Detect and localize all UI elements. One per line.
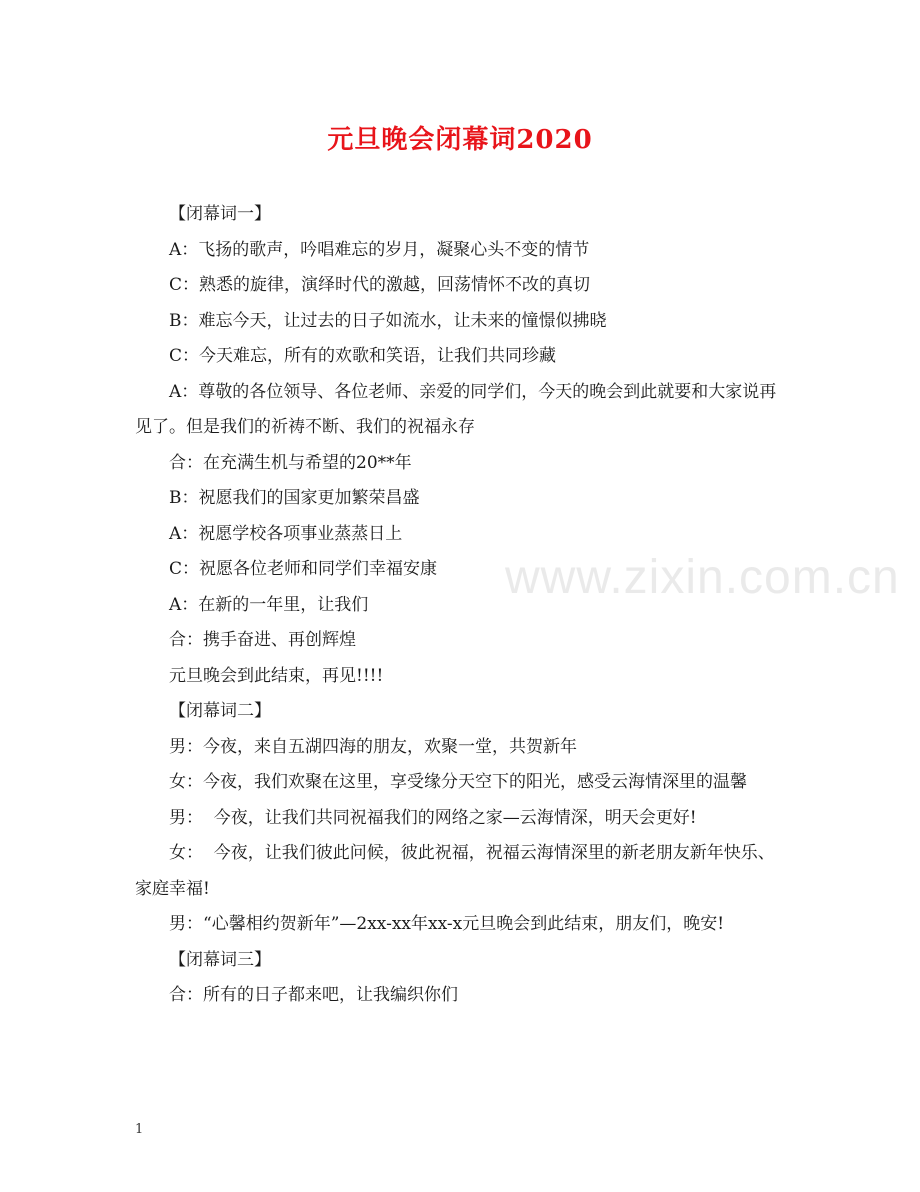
dialogue-line: 合：在充满生机与希望的20**年 — [169, 452, 412, 473]
dialogue-line: C：今天难忘，所有的欢歌和笑语，让我们共同珍藏 — [169, 346, 557, 366]
dialogue-line: B：难忘今天，让过去的日子如流水，让未来的憧憬似拂晓 — [169, 310, 607, 331]
dialogue-line: B：祝愿我们的国家更加繁荣昌盛 — [169, 488, 420, 508]
dialogue-line: A：在新的一年里，让我们 — [169, 594, 369, 615]
dialogue-line: 元旦晚会到此结束，再见!!!! — [169, 665, 384, 686]
page-number: 1 — [135, 1122, 144, 1137]
dialogue-line: 女：今夜，我们欢聚在这里，享受缘分天空下的阳光，感受云海情深里的温馨 — [169, 772, 747, 792]
dialogue-line: A：飞扬的歌声，吟唱难忘的岁月，凝聚心头不变的情节 — [169, 239, 590, 260]
page-title: 元旦晚会闭幕词2020 — [327, 125, 593, 155]
dialogue-line: A：尊敬的各位领导、各位老师、亲爱的同学们，今天的晚会到此就要和大家说再见了。但是我们的祈祷不断、我们的祝福永存 — [135, 381, 777, 437]
dialogue-line: C：祝愿各位老师和同学们幸福安康 — [169, 559, 438, 579]
dialogue-line: 男：“心馨相约贺新年”—2xx-xx年xx-x元旦晚会到此结束，朋友们，晚安! — [169, 914, 725, 934]
dialogue-line: C：熟悉的旋律，演绎时代的激越，回荡情怀不改的真切 — [169, 275, 591, 295]
dialogue-line: 女： 今夜，让我们彼此问候，彼此祝福，祝福云海情深里的新老朋友新年快乐、家庭幸福! — [135, 843, 775, 899]
dialogue-line: A：祝愿学校各项事业蒸蒸日上 — [169, 523, 403, 544]
dialogue-line: 男：今夜，来自五湖四海的朋友，欢聚一堂，共贺新年 — [169, 736, 577, 757]
section-heading-2: 【闭幕词二】 — [169, 701, 271, 721]
dialogue-line: 合：所有的日子都来吧，让我编织你们 — [169, 985, 458, 1005]
dialogue-line: 合：携手奋进、再创辉煌 — [169, 630, 356, 650]
section-heading-1: 【闭幕词一】 — [169, 204, 271, 224]
dialogue-line: 男： 今夜，让我们共同祝福我们的网络之家—云海情深，明天会更好! — [169, 807, 697, 828]
watermark-text: www.zixin.com.cn — [505, 551, 900, 604]
section-heading-3: 【闭幕词三】 — [169, 949, 271, 970]
